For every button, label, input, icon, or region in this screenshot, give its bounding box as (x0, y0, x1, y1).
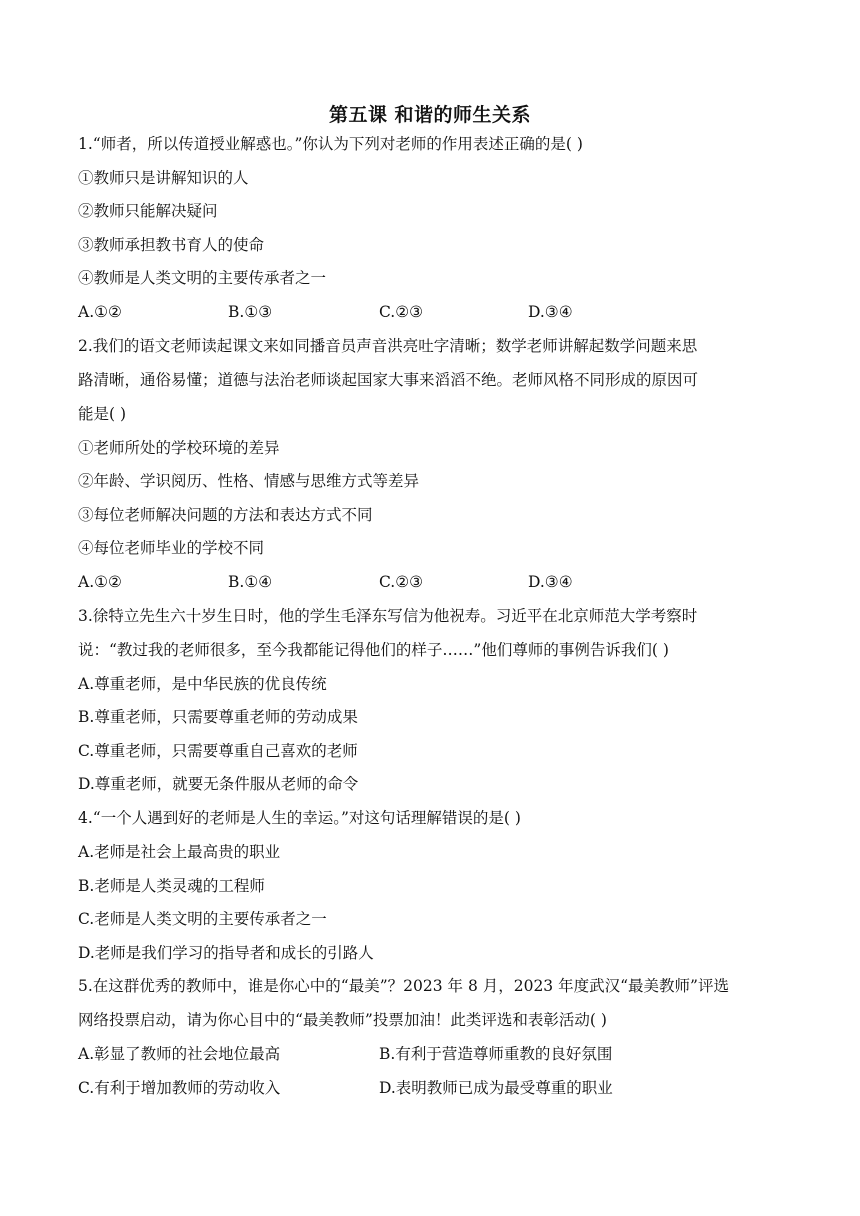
question-2-item-1: ①老师所处的学校环境的差异 (78, 439, 280, 457)
question-2-option-d: D.③④ (528, 573, 573, 591)
question-5-stem-line-1: 5.在这群优秀的教师中，谁是你心中的“最美”？2023 年 8 月，2023 年度武汉“最美教师”评选 (78, 977, 729, 995)
question-4-option-b: B.老师是人类灵魂的工程师 (78, 877, 265, 895)
question-5-option-a: A.彰显了教师的社会地位最高 (78, 1045, 281, 1063)
question-2-item-2: ②年龄、学识阅历、性格、情感与思维方式等差异 (78, 472, 420, 490)
question-3-option-a: A.尊重老师，是中华民族的优良传统 (78, 675, 327, 693)
question-2-option-b: B.①④ (228, 573, 273, 591)
question-4-stem: 4.“一个人遇到好的老师是人生的幸运。”对这句话理解错误的是( ) (78, 809, 521, 827)
page-title: 第五课 和谐的师生关系 (328, 104, 532, 126)
question-3-stem-line-2: 说：“教过我的老师很多，至今我都能记得他们的样子……”他们尊师的事例告诉我们( ) (78, 641, 669, 659)
question-3-option-b: B.尊重老师，只需要尊重老师的劳动成果 (78, 708, 358, 726)
question-2-stem-line-2: 路清晰，通俗易懂；道德与法治老师谈起国家大事来滔滔不绝。老师风格不同形成的原因可 (78, 371, 699, 389)
question-1-item-2: ②教师只能解决疑问 (78, 202, 218, 220)
question-2-stem-line-1: 2.我们的语文老师读起课文来如同播音员声音洪亮吐字清晰；数学老师讲解起数学问题来思 (78, 337, 698, 355)
question-1-option-b: B.①③ (228, 303, 273, 321)
question-1-option-a: A.①② (78, 303, 122, 321)
question-1-option-c: C.②③ (379, 303, 424, 321)
question-4-option-a: A.老师是社会上最高贵的职业 (78, 843, 281, 861)
question-1-item-4: ④教师是人类文明的主要传承者之一 (78, 269, 327, 287)
question-5-stem-line-2: 网络投票启动，请为你心目中的“最美教师”投票加油！此类评选和表彰活动( ) (78, 1011, 607, 1029)
question-4-option-c: C.老师是人类文明的主要传承者之一 (78, 910, 327, 928)
question-1-option-d: D.③④ (528, 303, 573, 321)
question-5-option-d: D.表明教师已成为最受尊重的职业 (379, 1079, 613, 1097)
question-3-option-d: D.尊重老师，就要无条件服从老师的命令 (78, 775, 359, 793)
question-2-item-3: ③每位老师解决问题的方法和表达方式不同 (78, 506, 373, 524)
question-2-option-a: A.①② (78, 573, 122, 591)
question-3-option-c: C.尊重老师，只需要尊重自己喜欢的老师 (78, 742, 358, 760)
question-2-item-4: ④每位老师毕业的学校不同 (78, 539, 265, 557)
question-2-stem-line-3: 能是( ) (78, 405, 127, 423)
question-5-option-b: B.有利于营造尊师重教的良好氛围 (379, 1045, 613, 1063)
question-1-item-3: ③教师承担教书育人的使命 (78, 236, 265, 254)
question-1-stem: 1.“师者，所以传道授业解惑也。”你认为下列对老师的作用表述正确的是( ) (78, 135, 583, 153)
question-2-option-c: C.②③ (379, 573, 424, 591)
question-5-option-c: C.有利于增加教师的劳动收入 (78, 1079, 281, 1097)
question-4-option-d: D.老师是我们学习的指导者和成长的引路人 (78, 944, 374, 962)
question-3-stem-line-1: 3.徐特立先生六十岁生日时，他的学生毛泽东写信为他祝寿。习近平在北京师范大学考察时 (78, 607, 698, 625)
question-1-item-1: ①教师只是讲解知识的人 (78, 169, 249, 187)
